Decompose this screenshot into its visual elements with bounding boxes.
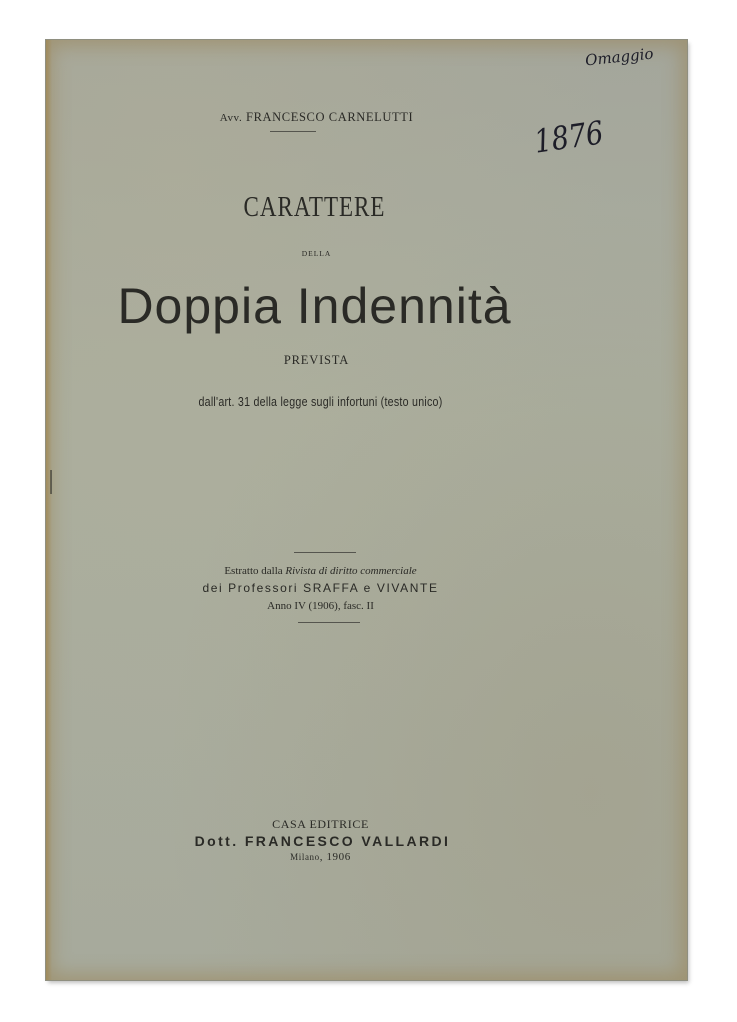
subtitle-line: dall'art. 31 della legge sugli infortuni (testo unico) [198, 394, 443, 409]
estratto-top-rule [294, 552, 356, 553]
journal-name: Rivista di diritto commerciale [285, 565, 417, 577]
author-line [0, 110, 637, 125]
estratto-prefix: Estratto dalla [224, 565, 283, 577]
staple-mark [50, 470, 52, 494]
pamphlet-cover [46, 40, 687, 980]
author-name: FRANCESCO CARNELUTTI [246, 110, 414, 124]
imprint-separator: , [319, 851, 327, 863]
handwritten-number: 1876 [531, 113, 606, 161]
publisher-label: CASA EDITRICE [272, 817, 369, 831]
title-della: DELLA [301, 249, 332, 258]
imprint-place: Milano [290, 852, 320, 862]
estratto-bottom-rule [298, 622, 360, 623]
author-prefix: Avv. [219, 112, 243, 124]
publisher-name: Dott. FRANCESCO VALLARDI [194, 833, 451, 849]
title-main: Doppia Indennità [117, 278, 512, 334]
handwritten-omaggio: Omaggio [583, 44, 654, 70]
estratto-line [0, 565, 641, 577]
anno-line: Anno IV (1906), fasc. II [267, 600, 374, 612]
title-prevista: PREVISTA [283, 353, 350, 367]
imprint-year: 1906 [326, 851, 351, 863]
imprint-line [0, 851, 641, 863]
title-carattere: CARATTERE [243, 190, 386, 222]
professori-line: dei Professori SRAFFA e VIVANTE [202, 581, 439, 595]
author-rule [270, 131, 316, 132]
